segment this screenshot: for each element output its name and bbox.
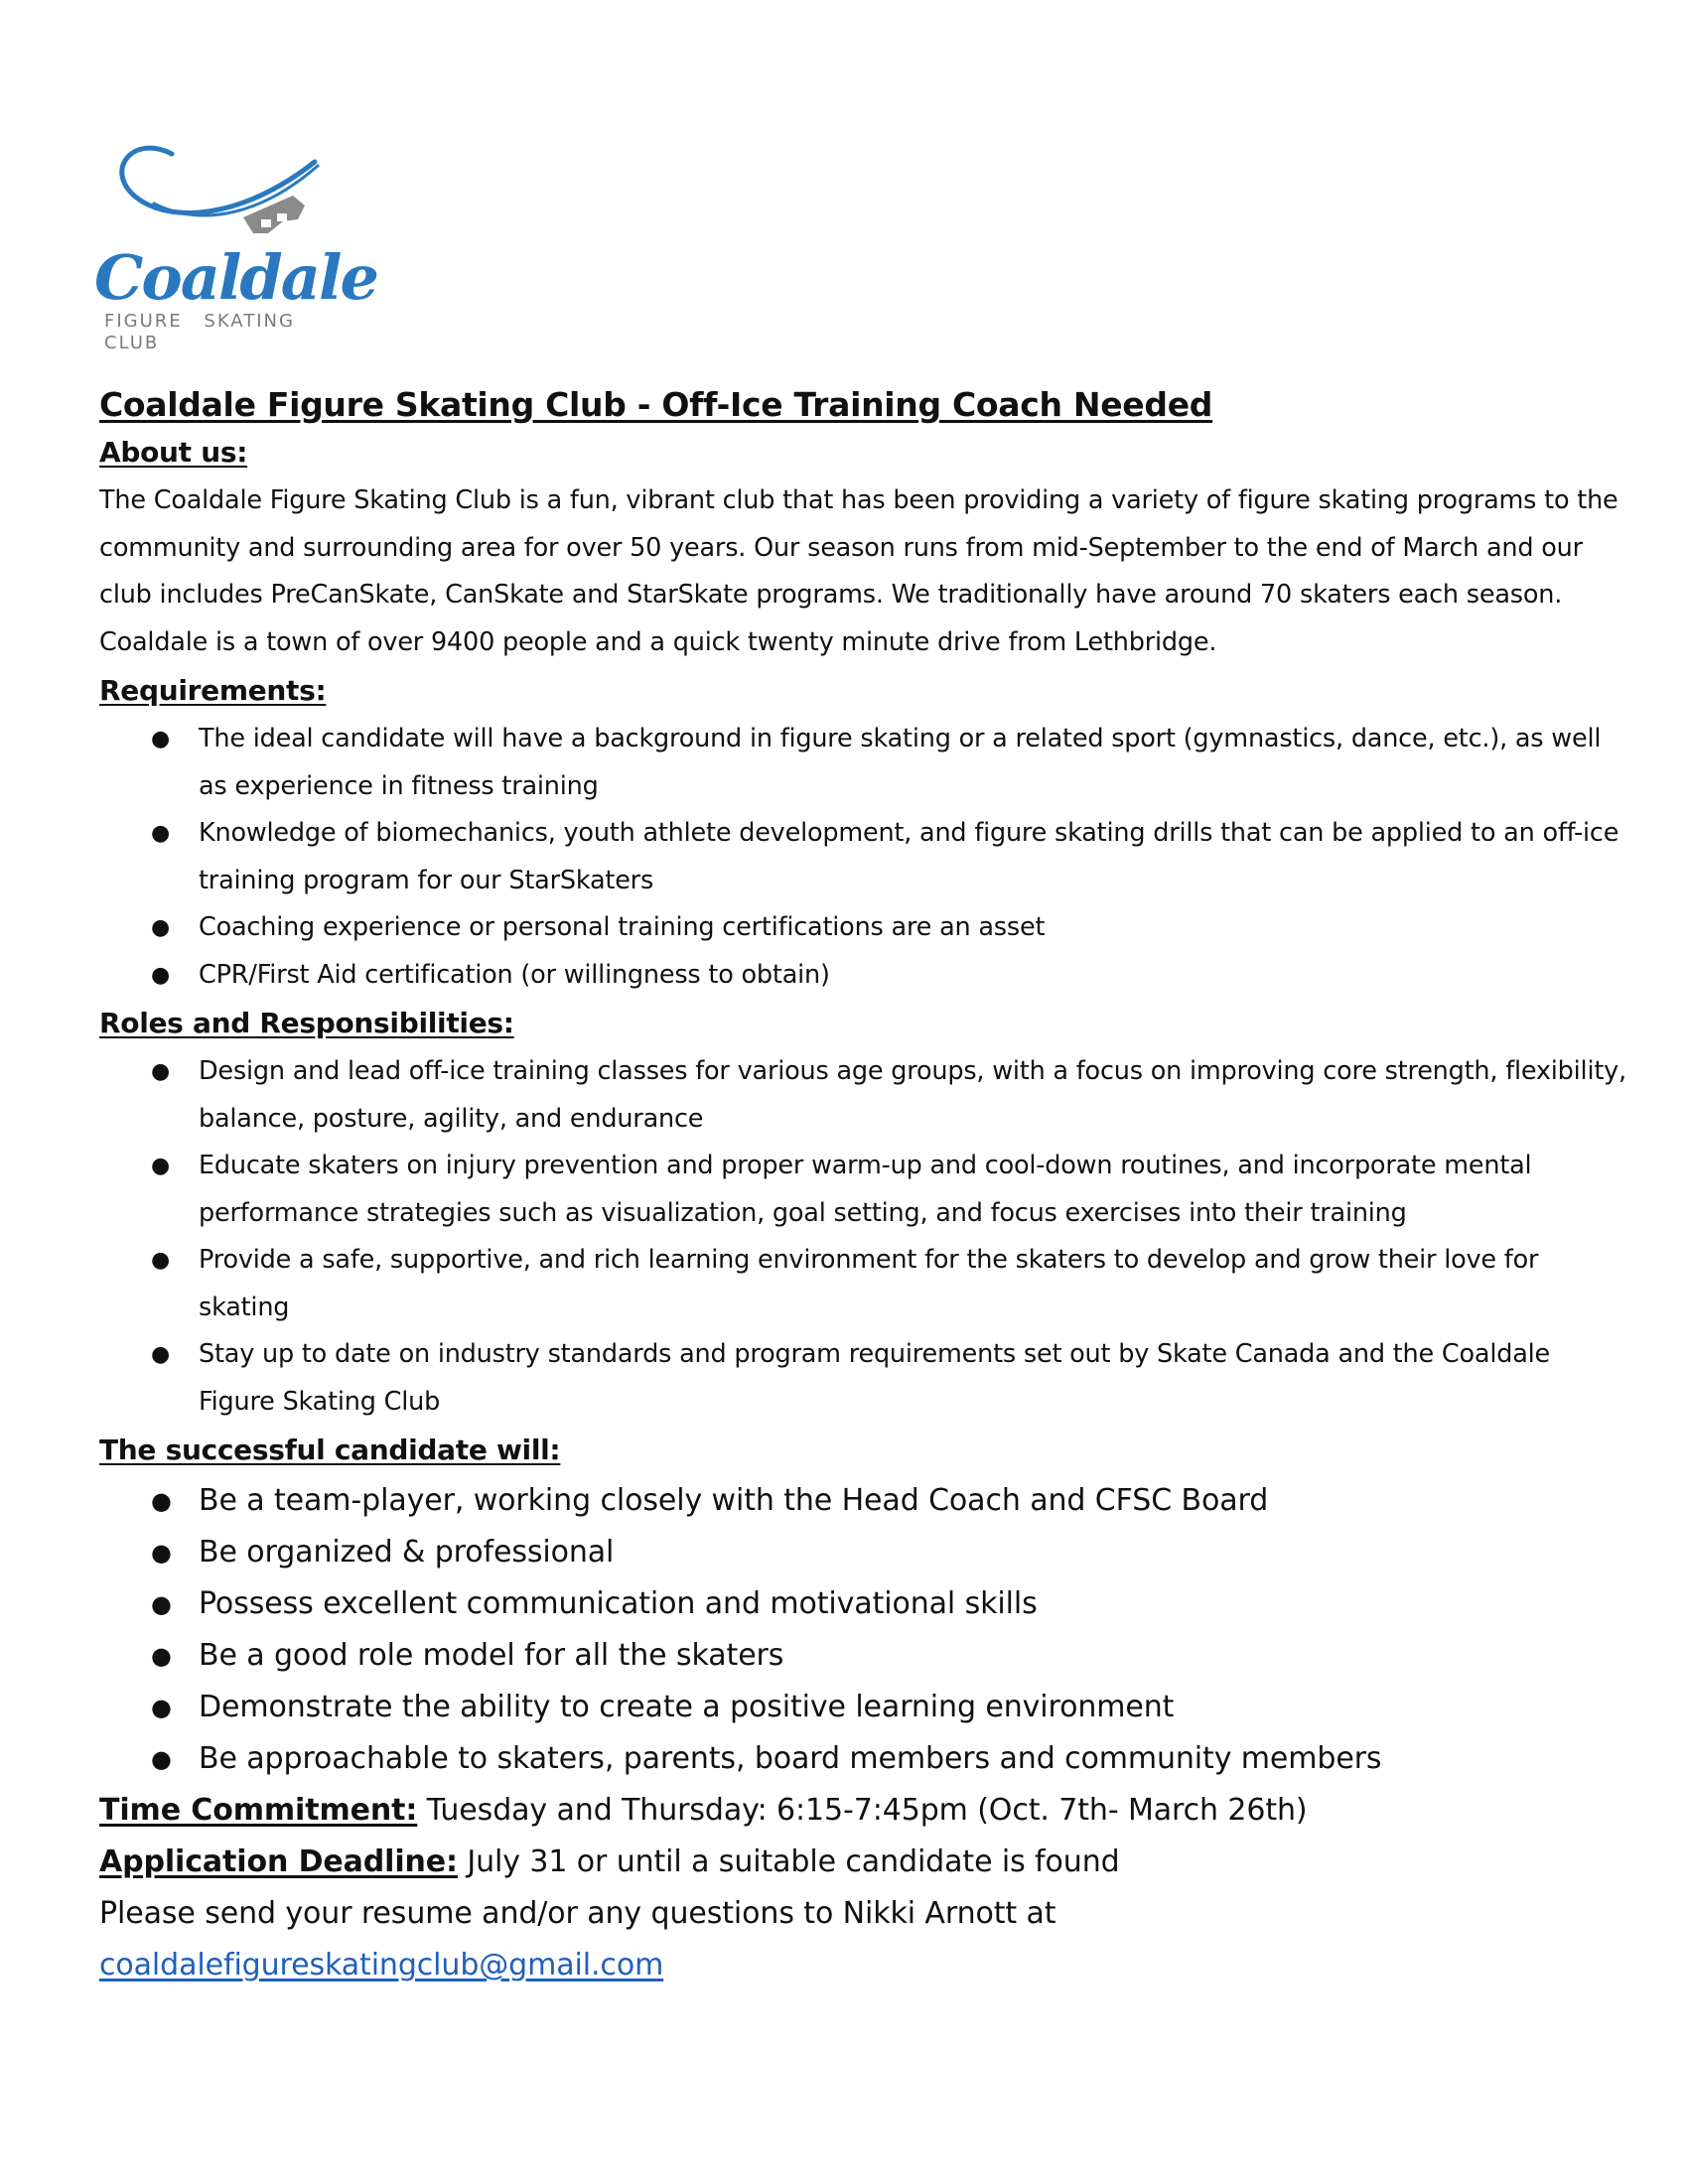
bullet-icon: ● <box>151 1642 172 1670</box>
candidate-heading: The successful candidate will: <box>99 1433 561 1466</box>
bullet-icon: ● <box>151 1539 172 1567</box>
contact-line <box>99 1888 1628 1991</box>
list-item: ● CPR/First Aid certification (or willingness to obtain) <box>99 952 1628 1000</box>
time-commitment-label: Time Commitment: <box>99 1793 418 1828</box>
bullet-icon: ● <box>151 1154 170 1178</box>
logo-subtitle: FIGURE SKATING CLUB <box>104 311 295 353</box>
list-item: ● Stay up to date on industry standards and program requirements set out by Skate Canada and the Coaldale Figure Skating Club <box>99 1331 1628 1426</box>
list-item: ● Be a team-player, working closely with the Head Coach and CFSC Board <box>99 1475 1628 1527</box>
list-item: ● Demonstrate the ability to create a positive learning environment <box>99 1682 1628 1733</box>
time-commitment-value: Tuesday and Thursday: 6:15-7:45pm (Oct. 7th- March 26th) <box>417 1793 1308 1828</box>
bullet-icon: ● <box>151 1248 170 1273</box>
list-item: ● Be approachable to skaters, parents, board members and community members <box>99 1733 1628 1785</box>
deadline-label: Application Deadline: <box>99 1844 458 1879</box>
bullet-icon: ● <box>151 1342 170 1367</box>
bullet-icon: ● <box>151 1590 172 1618</box>
time-commitment <box>99 1785 1628 1837</box>
bullet-icon: ● <box>151 1487 172 1515</box>
list-item: ● Design and lead off-ice training classes for various age groups, with a focus on improving core strength, flexibility, balance, posture, agility, and endurance <box>99 1048 1628 1143</box>
list-item: ● The ideal candidate will have a background in figure skating or a related sport (gymnastics, dance, etc.), as well as experience in fitness training <box>99 716 1628 810</box>
list-item: ● Knowledge of biomechanics, youth athlete development, and figure skating drills that can be applied to an off-ice training program for our StarSkaters <box>99 810 1628 904</box>
bullet-icon: ● <box>151 1059 170 1084</box>
bullet-icon: ● <box>151 1745 172 1773</box>
email-link[interactable]: coaldalefigureskatingclub@gmail.com <box>99 1948 664 1982</box>
logo-wordmark: Coaldale <box>94 241 377 314</box>
club-logo <box>94 134 377 353</box>
about-heading: About us: <box>99 436 248 469</box>
list-item: ● Be organized & professional <box>99 1527 1628 1578</box>
main-content <box>99 382 1628 1991</box>
candidate-list <box>99 1475 1628 1785</box>
bullet-icon: ● <box>151 1694 172 1721</box>
skate-swoosh-icon <box>94 134 362 258</box>
bullet-icon: ● <box>151 915 170 940</box>
bullet-icon: ● <box>151 962 170 988</box>
list-item: ● Provide a safe, supportive, and rich learning environment for the skaters to develop and grow their love for skating <box>99 1237 1628 1331</box>
list-item: ● Educate skaters on injury prevention and proper warm-up and cool-down routines, and incorporate mental performance strategies such as visualization, goal setting, and focus exercises into their training <box>99 1143 1628 1237</box>
requirements-list <box>99 716 1628 999</box>
roles-list <box>99 1048 1628 1426</box>
deadline-value: July 31 or until a suitable candidate is found <box>457 1844 1120 1879</box>
about-text: The Coaldale Figure Skating Club is a fun, vibrant club that has been providing a variety of figure skating programs to the community and surrounding area for over 50 years. Our season runs from mid-September to the end of March and our club includes PreCanSkate, CanSkate and StarSkate programs. We traditionally have around 70 skaters each season. Coaldale is a town of over 9400 people and a quick twenty minute drive from Lethbridge. <box>99 485 1618 657</box>
list-item: ● Possess excellent communication and motivational skills <box>99 1578 1628 1630</box>
contact-text: Please send your resume and/or any questions to Nikki Arnott at <box>99 1896 1056 1931</box>
requirements-heading: Requirements: <box>99 674 327 707</box>
list-item: ● Be a good role model for all the skaters <box>99 1630 1628 1682</box>
roles-heading: Roles and Responsibilities: <box>99 1007 514 1039</box>
application-deadline <box>99 1837 1628 1888</box>
bullet-icon: ● <box>151 821 170 846</box>
bullet-icon: ● <box>151 727 170 751</box>
page-title: Coaldale Figure Skating Club - Off-Ice Training Coach Needed <box>99 385 1213 424</box>
list-item: ● Coaching experience or personal training certifications are an asset <box>99 904 1628 952</box>
